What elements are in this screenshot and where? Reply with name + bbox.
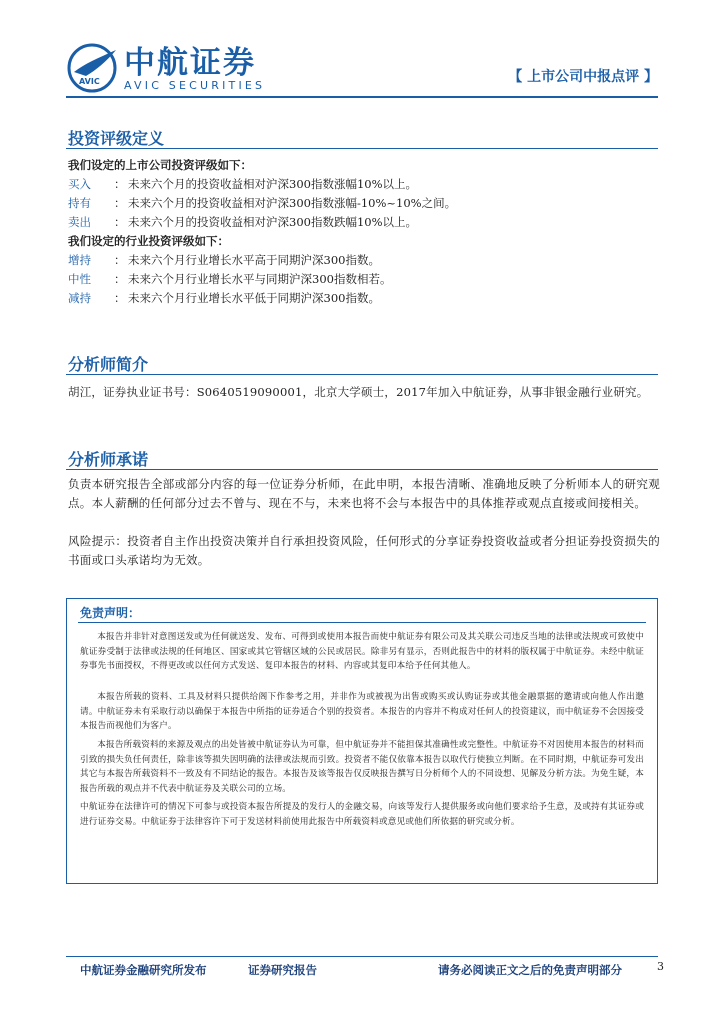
footer-publisher: 中航证券金融研究所发布 xyxy=(80,963,207,977)
rating-term: 持有 xyxy=(68,196,91,210)
rating-section-divider xyxy=(66,148,658,149)
company-rating-heading: 我们设定的上市公司投资评级如下： xyxy=(68,158,252,172)
rating-term: 增持 xyxy=(68,253,91,267)
risk-warning-text: 风险提示：投资者自主作出投资决策并自行承担投资风险，任何形式的分享证券投资收益或者分担证券投资损失的书面或口头承诺均为无效。 xyxy=(68,534,660,567)
rating-desc: 未来六个月的投资收益相对沪深300指数涨幅10%以上。 xyxy=(128,177,418,191)
commitment-section-title: 分析师承诺 xyxy=(68,450,149,469)
commitment-section-divider xyxy=(66,469,658,470)
footer-divider xyxy=(66,956,658,957)
industry-rating-heading: 我们设定的行业投资评级如下： xyxy=(68,234,229,248)
disclaimer-paragraph: 本报告并非针对意图送发或为任何就送发、发布、可得到或使用本报告而使中航证券有限公司及其关联公司违反当地的法律或法规或可致使中航证券受制于法律或法规的任何地区、国家或其它管辖区域的公民或居民。除非另有显示，否则此报告中的材料的版权属于中航证券。未经中航证券事先书面授权，不得更改或以任何方式发送、复印本报告的材料、内容或其复印本给予任何其他人。 xyxy=(80,632,644,672)
analyst-bio: 胡江，证券执业证书号：S0640519090001，北京大学硕士，2017年加入中航证券，从事非银金融行业研究。 xyxy=(68,385,649,399)
rating-term: 中性 xyxy=(68,272,91,286)
analyst-section-title: 分析师简介 xyxy=(68,355,149,374)
footer-disclaimer-note: 请务必阅读正文之后的免责声明部分 xyxy=(438,963,622,977)
rating-row-underweight: 减持 ： 未来六个月行业增长水平低于同期沪深300指数。 xyxy=(68,291,380,305)
disclaimer-paragraph: 本报告所载的资料、工具及材料只提供给阁下作参考之用，并非作为或被视为出售或购买或认购证券或其他金融票据的邀请或向他人作出邀请。中航证券未有采取行动以确保于本报告中所指的证券适合个别的投资者。本报告的内容并不构成对任何人的投资建议，而中航证券不会因接受本报告而视他们为客户。 xyxy=(80,692,644,732)
commitment-text: 负责本研究报告全部或部分内容的每一位证券分析师，在此申明，本报告清晰、准确地反映了分析师本人的研究观点。本人薪酬的任何部分过去不曾与、现在不与，未来也将不会与本报告中的具体推荐或观点直接或间接相关。 xyxy=(68,477,660,510)
rating-row-sell: 卖出 ： 未来六个月的投资收益相对沪深300指数跌幅10%以上。 xyxy=(68,215,418,229)
rating-term: 买入 xyxy=(68,177,91,191)
disclaimer-divider xyxy=(78,622,646,623)
rating-row-hold: 持有 ： 未来六个月的投资收益相对沪深300指数涨幅-10%~10%之间。 xyxy=(68,196,457,210)
disclaimer-paragraph: 中航证券在法律许可的情况下可参与或投资本报告所提及的发行人的金融交易，向该等发行人提供服务或向他们要求给予生意，及或持有其证券或进行证券交易。中航证券于法律容许下可于发送材料前使用此报告中所载资料或意见或他们所依据的研究或分析。 xyxy=(80,802,644,827)
rating-row-overweight: 增持 ： 未来六个月行业增长水平高于同期沪深300指数。 xyxy=(68,253,380,267)
svg-text:AVIC: AVIC xyxy=(79,77,100,86)
page-number: 3 xyxy=(657,960,664,973)
rating-desc: 未来六个月的投资收益相对沪深300指数涨幅-10%~10%之间。 xyxy=(128,196,457,210)
logo-wordmark-en: AVIC SECURITIES xyxy=(124,79,266,92)
logo-wordmark-cn: 中航证券 xyxy=(124,45,256,81)
disclaimer-paragraph: 本报告所载资料的来源及观点的出处皆被中航证券认为可靠，但中航证券并不能担保其准确性或完整性。中航证券不对因使用本报告的材料而引致的损失负任何责任，除非该等损失因明确的法律或法规而引致。投资者不能仅依靠本报告以取代行使独立判断。在不同时期，中航证券可发出其它与本报告所载资料不一致及有不同结论的报告。本报告及该等报告仅反映报告撰写日分析师个人的不同设想、见解及分析方法。为免生疑，本报告所载的观点并不代表中航证券及关联公司的立场。 xyxy=(80,740,644,794)
header-divider xyxy=(66,96,658,98)
rating-row-neutral: 中性 ： 未来六个月行业增长水平与同期沪深300指数相若。 xyxy=(68,272,392,286)
rating-section-title: 投资评级定义 xyxy=(68,129,165,148)
analyst-section-divider xyxy=(66,374,658,375)
report-type-label: 【 上市公司中报点评 】 xyxy=(508,69,658,85)
footer-report-kind: 证券研究报告 xyxy=(248,963,317,977)
rating-term: 卖出 xyxy=(68,215,91,229)
avic-logo-icon xyxy=(66,42,118,94)
disclaimer-title: 免责声明： xyxy=(80,606,141,620)
rating-desc: 未来六个月的投资收益相对沪深300指数跌幅10%以上。 xyxy=(128,215,418,229)
rating-desc: 未来六个月行业增长水平与同期沪深300指数相若。 xyxy=(128,272,392,286)
rating-desc: 未来六个月行业增长水平高于同期沪深300指数。 xyxy=(128,253,380,267)
rating-desc: 未来六个月行业增长水平低于同期沪深300指数。 xyxy=(128,291,380,305)
rating-term: 减持 xyxy=(68,291,91,305)
rating-row-buy: 买入 ： 未来六个月的投资收益相对沪深300指数涨幅10%以上。 xyxy=(68,177,418,191)
